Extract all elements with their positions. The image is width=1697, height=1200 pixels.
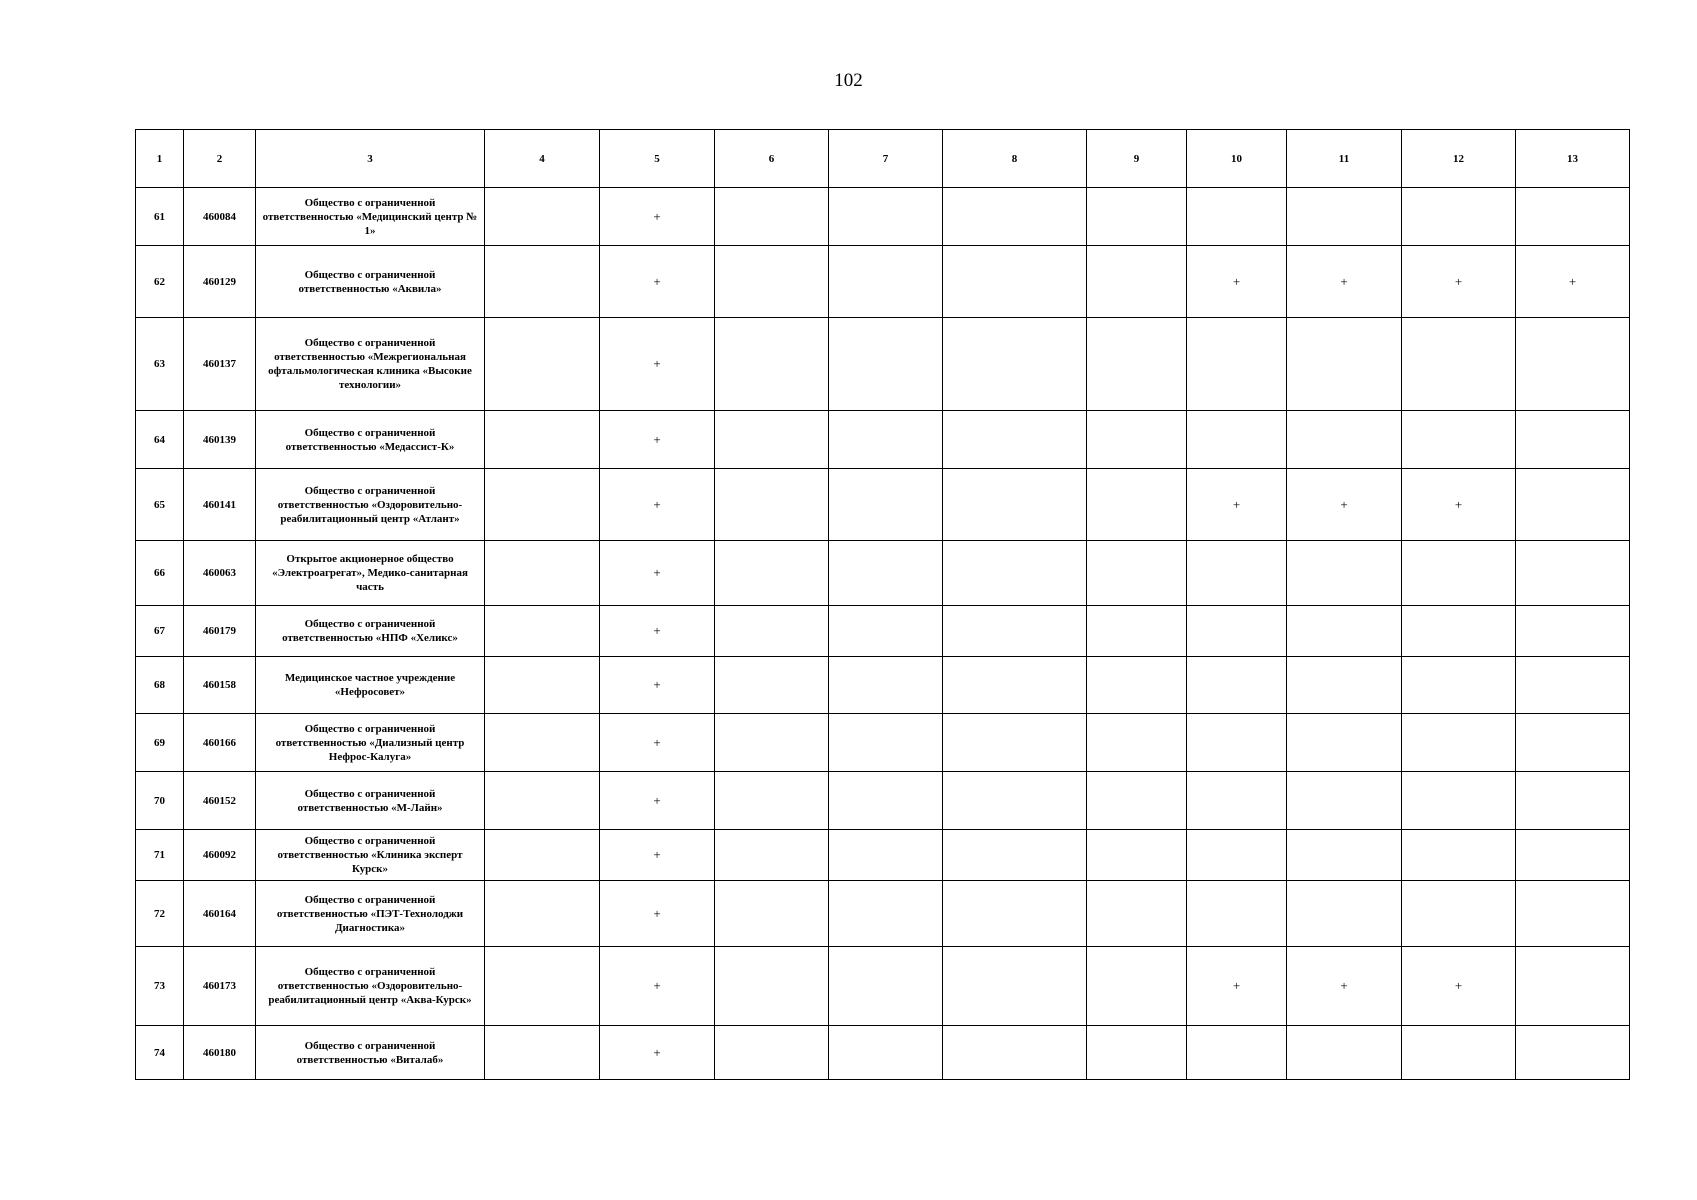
mark-cell-col-6 [715,469,829,541]
column-header: 3 [256,130,485,188]
mark-cell-col-12 [1402,714,1516,772]
mark-cell-col-13 [1516,830,1630,881]
mark-cell-col-10 [1187,714,1287,772]
mark-cell-col-7 [829,772,943,830]
mark-cell-col-5: + [600,881,715,947]
mark-cell-col-4 [485,469,600,541]
mark-cell-col-6 [715,541,829,606]
row-number-cell: 61 [136,188,184,246]
mark-cell-col-13 [1516,318,1630,411]
mark-cell-col-5: + [600,188,715,246]
mark-cell-col-5: + [600,541,715,606]
mark-cell-col-13 [1516,411,1630,469]
mark-cell-col-10 [1187,188,1287,246]
table-row [136,947,1630,1026]
mark-cell-col-8 [943,657,1087,714]
mark-cell-col-7 [829,188,943,246]
registry-code-cell: 460164 [184,881,256,947]
mark-cell-col-8 [943,606,1087,657]
mark-cell-col-13 [1516,772,1630,830]
table-row [136,318,1630,411]
mark-cell-col-10: + [1187,469,1287,541]
row-number-cell: 70 [136,772,184,830]
mark-cell-col-4 [485,318,600,411]
mark-cell-col-5: + [600,469,715,541]
column-header: 12 [1402,130,1516,188]
mark-cell-col-6 [715,714,829,772]
mark-cell-col-7 [829,469,943,541]
mark-cell-col-13 [1516,1026,1630,1080]
table-row [136,714,1630,772]
column-header: 11 [1287,130,1402,188]
mark-cell-col-12 [1402,188,1516,246]
mark-cell-col-11 [1287,1026,1402,1080]
mark-cell-col-9 [1087,188,1187,246]
mark-cell-col-9 [1087,246,1187,318]
mark-cell-col-8 [943,714,1087,772]
mark-cell-col-13: + [1516,246,1630,318]
registry-code-cell: 460141 [184,469,256,541]
row-number-cell: 72 [136,881,184,947]
mark-cell-col-13 [1516,469,1630,541]
organization-name-cell: Общество с ограниченной ответственностью «М-Лайн» [256,772,485,830]
mark-cell-col-7 [829,411,943,469]
mark-cell-col-13 [1516,947,1630,1026]
mark-cell-col-9 [1087,1026,1187,1080]
mark-cell-col-4 [485,246,600,318]
mark-cell-col-9 [1087,772,1187,830]
mark-cell-col-9 [1087,881,1187,947]
mark-cell-col-8 [943,830,1087,881]
column-header: 9 [1087,130,1187,188]
mark-cell-col-4 [485,606,600,657]
organization-name-cell: Общество с ограниченной ответственностью «Межрегиональная офтальмологическая клиника «Высокие технологии» [256,318,485,411]
mark-cell-col-11 [1287,188,1402,246]
mark-cell-col-11 [1287,772,1402,830]
mark-cell-col-10 [1187,772,1287,830]
mark-cell-col-8 [943,318,1087,411]
column-header: 8 [943,130,1087,188]
mark-cell-col-6 [715,881,829,947]
organization-name-cell: Общество с ограниченной ответственностью «Диализный центр Нефрос-Калуга» [256,714,485,772]
mark-cell-col-13 [1516,657,1630,714]
mark-cell-col-5: + [600,411,715,469]
mark-cell-col-6 [715,606,829,657]
mark-cell-col-5: + [600,714,715,772]
registry-code-cell: 460179 [184,606,256,657]
mark-cell-col-9 [1087,657,1187,714]
mark-cell-col-6 [715,947,829,1026]
organization-name-cell: Общество с ограниченной ответственностью «Виталаб» [256,1026,485,1080]
mark-cell-col-4 [485,188,600,246]
table-row [136,657,1630,714]
mark-cell-col-12 [1402,411,1516,469]
mark-cell-col-10 [1187,541,1287,606]
mark-cell-col-8 [943,1026,1087,1080]
mark-cell-col-9 [1087,714,1187,772]
mark-cell-col-6 [715,1026,829,1080]
mark-cell-col-12 [1402,772,1516,830]
mark-cell-col-7 [829,947,943,1026]
mark-cell-col-8 [943,772,1087,830]
mark-cell-col-11 [1287,830,1402,881]
registry-code-cell: 460180 [184,1026,256,1080]
organization-name-cell: Открытое акционерное общество «Электроагрегат», Медико-санитарная часть [256,541,485,606]
table-row [136,830,1630,881]
row-number-cell: 66 [136,541,184,606]
column-header: 13 [1516,130,1630,188]
mark-cell-col-6 [715,657,829,714]
mark-cell-col-11 [1287,318,1402,411]
mark-cell-col-9 [1087,606,1187,657]
row-number-cell: 64 [136,411,184,469]
row-number-cell: 62 [136,246,184,318]
mark-cell-col-4 [485,411,600,469]
registry-code-cell: 460166 [184,714,256,772]
column-header: 2 [184,130,256,188]
organization-name-cell: Общество с ограниченной ответственностью «Медассист-К» [256,411,485,469]
row-number-cell: 68 [136,657,184,714]
organization-name-cell: Общество с ограниченной ответственностью «Оздоровительно-реабилитационный центр «Атлант» [256,469,485,541]
mark-cell-col-9 [1087,411,1187,469]
column-header: 6 [715,130,829,188]
registry-code-cell: 460152 [184,772,256,830]
mark-cell-col-6 [715,830,829,881]
mark-cell-col-6 [715,411,829,469]
table-header-row [136,130,1630,188]
mark-cell-col-11: + [1287,469,1402,541]
mark-cell-col-13 [1516,714,1630,772]
organization-name-cell: Общество с ограниченной ответственностью «Медицинский центр № 1» [256,188,485,246]
registry-code-cell: 460063 [184,541,256,606]
mark-cell-col-11 [1287,881,1402,947]
mark-cell-col-5: + [600,830,715,881]
mark-cell-col-5: + [600,657,715,714]
mark-cell-col-7 [829,318,943,411]
mark-cell-col-4 [485,881,600,947]
registry-code-cell: 460092 [184,830,256,881]
mark-cell-col-12 [1402,318,1516,411]
registry-code-cell: 460139 [184,411,256,469]
organizations-table [135,129,1630,1080]
row-number-cell: 74 [136,1026,184,1080]
mark-cell-col-10 [1187,318,1287,411]
row-number-cell: 69 [136,714,184,772]
mark-cell-col-7 [829,714,943,772]
mark-cell-col-6 [715,772,829,830]
mark-cell-col-5: + [600,772,715,830]
mark-cell-col-12 [1402,606,1516,657]
mark-cell-col-6 [715,188,829,246]
mark-cell-col-11: + [1287,947,1402,1026]
mark-cell-col-12 [1402,830,1516,881]
organization-name-cell: Общество с ограниченной ответственностью «Клиника эксперт Курск» [256,830,485,881]
mark-cell-col-12 [1402,657,1516,714]
mark-cell-col-11 [1287,606,1402,657]
mark-cell-col-9 [1087,541,1187,606]
mark-cell-col-8 [943,469,1087,541]
table-row [136,606,1630,657]
mark-cell-col-5: + [600,318,715,411]
mark-cell-col-4 [485,772,600,830]
mark-cell-col-5: + [600,1026,715,1080]
organization-name-cell: Общество с ограниченной ответственностью «НПФ «Хеликс» [256,606,485,657]
mark-cell-col-13 [1516,881,1630,947]
mark-cell-col-13 [1516,606,1630,657]
column-header: 5 [600,130,715,188]
table-row [136,541,1630,606]
mark-cell-col-8 [943,541,1087,606]
mark-cell-col-12 [1402,881,1516,947]
registry-code-cell: 460137 [184,318,256,411]
mark-cell-col-10 [1187,657,1287,714]
mark-cell-col-7 [829,830,943,881]
row-number-cell: 63 [136,318,184,411]
mark-cell-col-9 [1087,947,1187,1026]
mark-cell-col-5: + [600,947,715,1026]
mark-cell-col-4 [485,657,600,714]
mark-cell-col-7 [829,1026,943,1080]
mark-cell-col-11 [1287,411,1402,469]
mark-cell-col-6 [715,318,829,411]
organization-name-cell: Общество с ограниченной ответственностью «ПЭТ-Технолоджи Диагностика» [256,881,485,947]
row-number-cell: 71 [136,830,184,881]
mark-cell-col-10: + [1187,947,1287,1026]
mark-cell-col-12: + [1402,246,1516,318]
mark-cell-col-9 [1087,469,1187,541]
organization-name-cell: Общество с ограниченной ответственностью «Оздоровительно-реабилитационный центр «Аква-Курск» [256,947,485,1026]
mark-cell-col-12 [1402,1026,1516,1080]
row-number-cell: 73 [136,947,184,1026]
table-row [136,881,1630,947]
table-row [136,1026,1630,1080]
mark-cell-col-4 [485,947,600,1026]
column-header: 4 [485,130,600,188]
row-number-cell: 65 [136,469,184,541]
mark-cell-col-8 [943,947,1087,1026]
mark-cell-col-4 [485,830,600,881]
mark-cell-col-10 [1187,830,1287,881]
mark-cell-col-12: + [1402,947,1516,1026]
table-row [136,411,1630,469]
organization-name-cell: Медицинское частное учреждение «Нефросовет» [256,657,485,714]
registry-code-cell: 460158 [184,657,256,714]
mark-cell-col-6 [715,246,829,318]
mark-cell-col-9 [1087,318,1187,411]
mark-cell-col-5: + [600,606,715,657]
column-header: 1 [136,130,184,188]
mark-cell-col-4 [485,541,600,606]
row-number-cell: 67 [136,606,184,657]
table-row [136,772,1630,830]
mark-cell-col-4 [485,714,600,772]
column-header: 7 [829,130,943,188]
registry-code-cell: 460129 [184,246,256,318]
table-row [136,246,1630,318]
mark-cell-col-7 [829,541,943,606]
registry-code-cell: 460084 [184,188,256,246]
registry-code-cell: 460173 [184,947,256,1026]
mark-cell-col-5: + [600,246,715,318]
mark-cell-col-10 [1187,411,1287,469]
table-body [136,130,1630,1080]
mark-cell-col-7 [829,246,943,318]
mark-cell-col-12 [1402,541,1516,606]
mark-cell-col-8 [943,188,1087,246]
page-number: 102 [834,70,863,91]
mark-cell-col-11 [1287,541,1402,606]
mark-cell-col-7 [829,657,943,714]
table-row [136,469,1630,541]
mark-cell-col-10 [1187,1026,1287,1080]
mark-cell-col-10: + [1187,246,1287,318]
mark-cell-col-9 [1087,830,1187,881]
mark-cell-col-8 [943,411,1087,469]
mark-cell-col-11 [1287,714,1402,772]
mark-cell-col-8 [943,881,1087,947]
mark-cell-col-8 [943,246,1087,318]
table-row [136,188,1630,246]
mark-cell-col-13 [1516,188,1630,246]
mark-cell-col-7 [829,606,943,657]
column-header: 10 [1187,130,1287,188]
organization-name-cell: Общество с ограниченной ответственностью «Аквила» [256,246,485,318]
mark-cell-col-13 [1516,541,1630,606]
mark-cell-col-11 [1287,657,1402,714]
mark-cell-col-12: + [1402,469,1516,541]
mark-cell-col-10 [1187,606,1287,657]
mark-cell-col-7 [829,881,943,947]
mark-cell-col-4 [485,1026,600,1080]
mark-cell-col-10 [1187,881,1287,947]
mark-cell-col-11: + [1287,246,1402,318]
